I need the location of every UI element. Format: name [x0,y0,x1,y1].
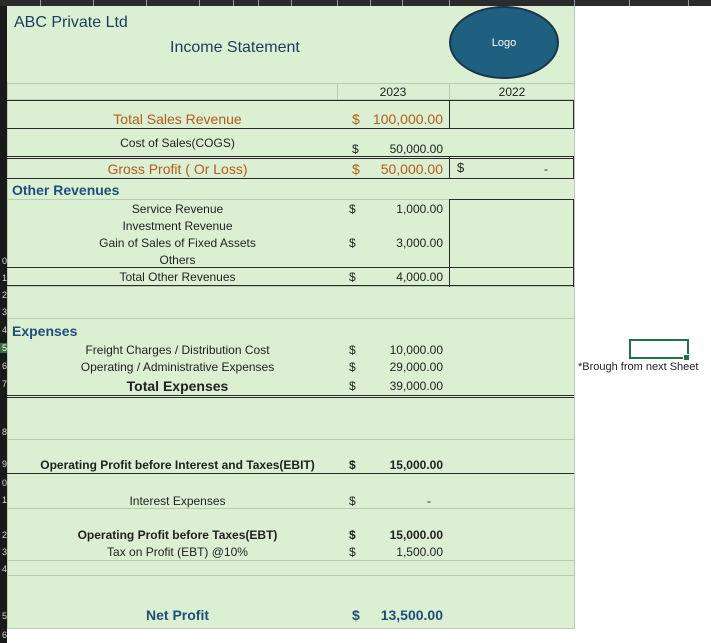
other-revenues-heading: Other Revenues [12,182,120,198]
gross-profit-label: Gross Profit ( Or Loss) [107,161,248,177]
row-number[interactable]: 3 [1,307,7,317]
currency-symbol: $ [352,142,359,156]
row-number[interactable]: 0 [1,478,7,488]
freight-label: Freight Charges / Distribution Cost [85,343,270,357]
currency-symbol-2022: $ [457,160,465,175]
currency-symbol: $ [349,458,356,472]
currency-symbol: $ [349,494,356,508]
operating-expenses-value[interactable]: 29,000.00 [389,360,443,374]
row-number[interactable]: 8 [1,427,7,437]
tax-value[interactable]: 1,500.00 [396,545,443,559]
tax-label: Tax on Profit (EBT) @10% [107,545,248,559]
currency-symbol: $ [349,236,356,250]
row-number[interactable]: 4 [1,564,7,574]
row-number[interactable]: 6 [1,630,7,640]
interest-expenses-value[interactable]: - [427,494,431,508]
row-header-strip [0,6,7,643]
ebit-label: Operating Profit before Interest and Taxes(EBIT) [40,458,315,472]
service-revenue-value[interactable]: 1,000.00 [396,202,443,216]
expenses-heading: Expenses [12,323,78,339]
row-number[interactable]: 5 [1,611,7,621]
ebt-label: Operating Profit before Taxes(EBT) [77,528,278,542]
investment-revenue-label: Investment Revenue [122,219,233,233]
row-number[interactable]: 3 [1,547,7,557]
logo [449,6,559,79]
gross-profit-2022-value[interactable]: - [544,162,548,176]
currency-symbol: $ [349,528,356,542]
total-sales-value[interactable]: 100,000.00 [372,111,443,127]
row-number[interactable]: 7 [1,379,7,389]
row-number-selected[interactable]: 5 [1,343,7,353]
gross-profit-value[interactable]: 50,000.00 [380,161,443,177]
freight-value[interactable]: 10,000.00 [389,343,443,357]
currency-symbol: $ [349,343,356,357]
ebt-value[interactable]: 15,000.00 [389,528,443,542]
total-other-revenues-value[interactable]: 4,000.00 [396,270,443,284]
selected-cell[interactable] [629,339,689,359]
currency-symbol: $ [349,379,356,393]
row-number[interactable]: 4 [1,325,7,335]
row-number[interactable]: 9 [1,459,7,469]
currency-symbol: $ [352,111,360,127]
cogs-value[interactable]: 50,000.00 [389,142,443,156]
year-2022-header: 2022 [498,85,526,99]
total-sales-label: Total Sales Revenue [113,111,242,127]
currency-symbol: $ [349,202,356,216]
row-number[interactable]: 2 [1,530,7,540]
gain-fixed-assets-value[interactable]: 3,000.00 [396,236,443,250]
currency-symbol: $ [352,161,360,177]
statement-title: Income Statement [170,39,300,56]
total-other-revenues-label: Total Other Revenues [119,270,236,284]
operating-expenses-label: Operating / Administrative Expenses [80,360,275,374]
cogs-label: Cost of Sales(COGS) [120,136,235,150]
row-number[interactable]: 6 [1,361,7,371]
service-revenue-label: Service Revenue [131,202,224,216]
row-number[interactable]: 2 [1,290,7,300]
currency-symbol: $ [352,607,360,623]
logo-label: Logo [491,36,517,49]
net-profit-label: Net Profit [146,607,209,623]
year-2023-header: 2023 [379,85,407,99]
row-number[interactable]: 0 [1,256,7,266]
currency-symbol: $ [349,545,356,559]
gain-fixed-assets-label: Gain of Sales of Fixed Assets [99,236,256,250]
currency-symbol: $ [349,360,356,374]
interest-expenses-label: Interest Expenses [129,494,226,508]
total-expenses-label: Total Expenses [126,378,229,394]
net-profit-value[interactable]: 13,500.00 [380,607,443,623]
company-name: ABC Private Ltd [14,14,128,31]
others-label: Others [159,253,196,267]
row-number[interactable]: 1 [1,495,7,505]
ebit-value[interactable]: 15,000.00 [389,458,443,472]
total-expenses-value[interactable]: 39,000.00 [389,379,443,393]
side-note: *Brough from next Sheet [578,361,699,373]
currency-symbol: $ [349,270,356,284]
row-number[interactable]: 1 [1,273,7,283]
